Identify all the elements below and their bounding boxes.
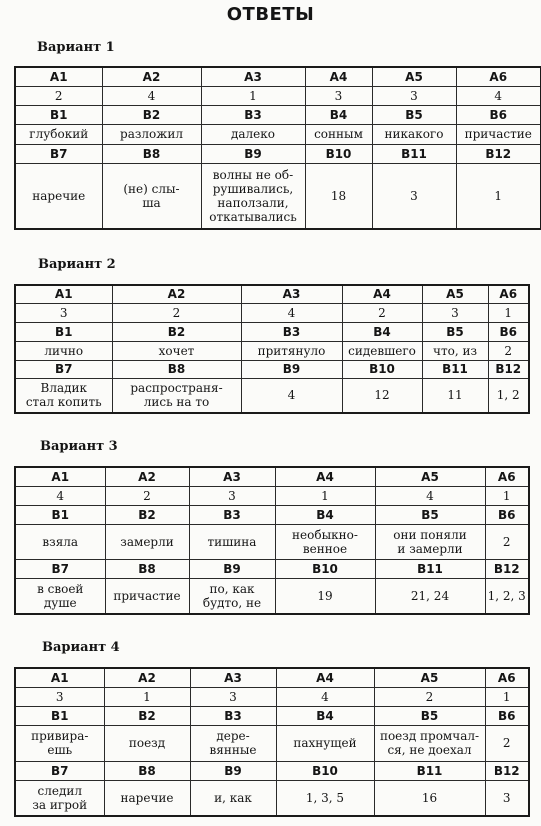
cell-answer: лично: [15, 341, 112, 360]
cell-header: B12: [488, 360, 529, 378]
cell-answer: волны не об- рушивались, наползали, откатывались: [201, 163, 305, 229]
cell-answer: 4: [241, 378, 342, 413]
cell-answer: 3: [15, 687, 104, 706]
cell-answer: 1: [485, 687, 529, 706]
variant-2-table: [14, 284, 530, 414]
cell-header: B12: [485, 559, 529, 578]
cell-answer: наречие: [104, 780, 190, 816]
cell-answer: 21, 24: [375, 578, 485, 614]
cell-header: B2: [105, 505, 189, 524]
cell-header: B12: [485, 761, 529, 780]
cell-header: B10: [305, 144, 372, 163]
cell-answer: поезд: [104, 725, 190, 761]
variant-3-table: [14, 466, 530, 615]
cell-header: A3: [190, 668, 276, 687]
cell-header: B1: [15, 505, 105, 524]
cell-answer: 4: [15, 486, 105, 505]
cell-header: B1: [15, 322, 112, 341]
cell-header: B8: [104, 761, 190, 780]
cell-answer: далеко: [201, 124, 305, 144]
cell-header: A4: [275, 467, 375, 486]
cell-header: B11: [375, 559, 485, 578]
cell-answer: 1, 2: [488, 378, 529, 413]
cell-answer: 3: [190, 687, 276, 706]
cell-header: B4: [342, 322, 422, 341]
cell-header: B5: [374, 706, 485, 725]
cell-answer: по, как будто, не: [189, 578, 275, 614]
cell-header: A2: [105, 467, 189, 486]
cell-header: B10: [342, 360, 422, 378]
cell-header: B4: [275, 505, 375, 524]
cell-header: B6: [485, 505, 529, 524]
cell-answer: никакого: [372, 124, 456, 144]
cell-header: A3: [241, 285, 342, 303]
cell-header: A4: [276, 668, 374, 687]
cell-header: B11: [372, 144, 456, 163]
cell-answer: 2: [15, 86, 102, 105]
cell-header: B9: [201, 144, 305, 163]
cell-answer: и, как: [190, 780, 276, 816]
cell-header: A5: [372, 67, 456, 86]
cell-header: B2: [104, 706, 190, 725]
cell-answer: 2: [105, 486, 189, 505]
cell-answer: разложил: [102, 124, 201, 144]
cell-header: A6: [456, 67, 541, 86]
cell-header: B7: [15, 144, 102, 163]
cell-header: B1: [15, 105, 102, 124]
cell-answer: 4: [276, 687, 374, 706]
cell-header: B11: [422, 360, 488, 378]
cell-header: B1: [15, 706, 104, 725]
cell-answer: глубокий: [15, 124, 102, 144]
cell-answer: 4: [456, 86, 541, 105]
page-title: ОТВЕТЫ: [226, 4, 315, 25]
cell-answer: 16: [374, 780, 485, 816]
cell-answer: 3: [189, 486, 275, 505]
cell-answer: 3: [305, 86, 372, 105]
cell-answer: взяла: [15, 524, 105, 559]
cell-answer: 2: [485, 725, 529, 761]
cell-header: B9: [190, 761, 276, 780]
cell-answer: сонным: [305, 124, 372, 144]
cell-header: A1: [15, 467, 105, 486]
cell-answer: 1, 3, 5: [276, 780, 374, 816]
cell-answer: замерли: [105, 524, 189, 559]
cell-answer: причастие: [105, 578, 189, 614]
cell-answer: 4: [102, 86, 201, 105]
cell-answer: наречие: [15, 163, 102, 229]
cell-header: B3: [189, 505, 275, 524]
cell-answer: причастие: [456, 124, 541, 144]
cell-answer: привира- ешь: [15, 725, 104, 761]
cell-header: A6: [488, 285, 529, 303]
cell-header: A1: [15, 67, 102, 86]
variant-4-table: [14, 667, 530, 817]
cell-answer: тишина: [189, 524, 275, 559]
cell-answer: 1: [456, 163, 541, 229]
cell-header: B8: [105, 559, 189, 578]
cell-header: B7: [15, 761, 104, 780]
cell-answer: следил за игрой: [15, 780, 104, 816]
cell-header: B2: [112, 322, 241, 341]
cell-answer: 12: [342, 378, 422, 413]
cell-answer: Владик стал копить: [15, 378, 112, 413]
cell-header: A4: [342, 285, 422, 303]
cell-header: A2: [104, 668, 190, 687]
cell-answer: 3: [372, 163, 456, 229]
cell-header: B10: [275, 559, 375, 578]
cell-answer: 3: [485, 780, 529, 816]
cell-answer: 3: [422, 303, 488, 322]
variant-2-label: Вариант 2: [38, 257, 116, 272]
cell-answer: 1: [485, 486, 529, 505]
cell-answer: поезд промчал- ся, не доехал: [374, 725, 485, 761]
cell-header: A4: [305, 67, 372, 86]
cell-header: A1: [15, 285, 112, 303]
cell-header: A2: [102, 67, 201, 86]
cell-header: B8: [112, 360, 241, 378]
cell-header: A3: [189, 467, 275, 486]
cell-header: B6: [456, 105, 541, 124]
cell-answer: 3: [15, 303, 112, 322]
cell-header: B10: [276, 761, 374, 780]
cell-answer: 2: [485, 524, 529, 559]
cell-answer: (не) слы- ша: [102, 163, 201, 229]
cell-answer: пахнущей: [276, 725, 374, 761]
cell-header: B9: [189, 559, 275, 578]
cell-answer: 2: [342, 303, 422, 322]
cell-answer: что, из: [422, 341, 488, 360]
cell-header: B4: [305, 105, 372, 124]
cell-header: B5: [375, 505, 485, 524]
cell-header: A3: [201, 67, 305, 86]
cell-answer: дере- вянные: [190, 725, 276, 761]
cell-header: B6: [485, 706, 529, 725]
cell-answer: 2: [488, 341, 529, 360]
cell-header: A2: [112, 285, 241, 303]
cell-header: B8: [102, 144, 201, 163]
cell-header: B5: [372, 105, 456, 124]
cell-header: B7: [15, 360, 112, 378]
cell-answer: 2: [374, 687, 485, 706]
cell-header: B12: [456, 144, 541, 163]
cell-header: A1: [15, 668, 104, 687]
cell-header: B11: [374, 761, 485, 780]
cell-header: A5: [374, 668, 485, 687]
variant-4-label: Вариант 4: [42, 640, 120, 655]
cell-header: B3: [201, 105, 305, 124]
cell-answer: 4: [241, 303, 342, 322]
cell-answer: 1: [275, 486, 375, 505]
cell-answer: 3: [372, 86, 456, 105]
cell-answer: притянуло: [241, 341, 342, 360]
cell-answer: 1: [104, 687, 190, 706]
variant-1-table: [14, 66, 541, 230]
cell-header: A6: [485, 467, 529, 486]
cell-header: A6: [485, 668, 529, 687]
cell-answer: хочет: [112, 341, 241, 360]
cell-header: B3: [241, 322, 342, 341]
cell-answer: 1: [201, 86, 305, 105]
cell-header: B9: [241, 360, 342, 378]
cell-answer: 19: [275, 578, 375, 614]
cell-header: B4: [276, 706, 374, 725]
cell-header: B2: [102, 105, 201, 124]
cell-answer: 18: [305, 163, 372, 229]
cell-answer: 2: [112, 303, 241, 322]
cell-header: B7: [15, 559, 105, 578]
cell-answer: сидевшего: [342, 341, 422, 360]
cell-answer: 1: [488, 303, 529, 322]
variant-1-label: Вариант 1: [37, 40, 115, 55]
cell-header: B5: [422, 322, 488, 341]
cell-header: A5: [422, 285, 488, 303]
variant-3-label: Вариант 3: [40, 439, 118, 454]
cell-answer: в своей душе: [15, 578, 105, 614]
cell-answer: они поняли и замерли: [375, 524, 485, 559]
cell-answer: распространя- лись на то: [112, 378, 241, 413]
cell-answer: 1, 2, 3: [485, 578, 529, 614]
cell-header: B6: [488, 322, 529, 341]
cell-answer: необыкно- венное: [275, 524, 375, 559]
cell-answer: 11: [422, 378, 488, 413]
cell-header: A5: [375, 467, 485, 486]
cell-answer: 4: [375, 486, 485, 505]
cell-header: B3: [190, 706, 276, 725]
